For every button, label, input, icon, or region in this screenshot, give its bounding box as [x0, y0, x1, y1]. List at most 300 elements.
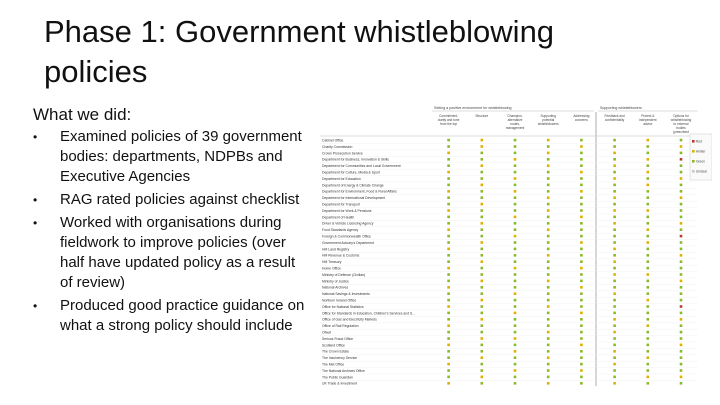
rag-cell	[647, 376, 650, 379]
row-label: Office for Standards in Education, Children's Services and S…	[322, 311, 416, 316]
rag-cell	[547, 177, 550, 180]
rag-cell	[547, 260, 550, 263]
rag-cell	[613, 286, 616, 289]
rag-cell	[580, 280, 583, 283]
rag-cell	[680, 292, 683, 295]
rag-cell	[547, 363, 550, 366]
rag-cell	[447, 235, 450, 238]
rag-cell	[514, 286, 517, 289]
rag-cell	[514, 260, 517, 263]
rag-cell	[580, 190, 583, 193]
rag-cell	[680, 171, 683, 174]
row-label: The Crown Estate	[322, 349, 350, 354]
rag-cell	[647, 196, 650, 199]
rag-cell	[481, 171, 484, 174]
rag-cell	[447, 228, 450, 231]
rag-cell	[447, 382, 450, 385]
bullet-icon: •	[33, 299, 38, 313]
rag-cell	[647, 305, 650, 308]
rag-cell	[481, 184, 484, 187]
column-header: confidentiality	[604, 118, 625, 122]
rag-cell	[647, 382, 650, 385]
row-label: Government Actuary's Department	[322, 240, 374, 245]
row-label: Office of Rail Regulation	[322, 324, 359, 329]
rag-cell	[481, 190, 484, 193]
rag-cell	[447, 356, 450, 359]
rag-cell	[680, 331, 683, 334]
rag-cell	[580, 241, 583, 244]
rag-cell	[613, 260, 616, 263]
rag-cell	[447, 337, 450, 340]
bullet-text: Examined policies of 39 government bodies: departments, NDPBs and Executive Agencies	[60, 128, 302, 185]
rag-cell	[580, 376, 583, 379]
rag-cell	[647, 222, 650, 225]
rag-cell	[680, 177, 683, 180]
rag-cell	[580, 158, 583, 161]
row-label: Department for Transport	[322, 202, 360, 207]
rag-cell	[680, 363, 683, 366]
row-label: Northern Ireland Office	[322, 298, 357, 303]
rag-cell	[481, 248, 484, 251]
rag-cell	[613, 222, 616, 225]
rag-cell	[580, 350, 583, 353]
row-label: National Savings & Investments	[322, 292, 370, 297]
rag-cell	[613, 203, 616, 206]
bullet-icon: •	[33, 193, 38, 207]
rag-cell	[613, 171, 616, 174]
rag-cell	[613, 228, 616, 231]
rag-cell	[447, 376, 450, 379]
rag-cell	[481, 382, 484, 385]
row-label: Department for Work & Pensions	[322, 208, 372, 213]
rag-cell	[680, 350, 683, 353]
legend-label: Red	[696, 139, 702, 144]
rag-cell	[547, 350, 550, 353]
rag-cell	[514, 248, 517, 251]
rag-cell	[680, 312, 683, 315]
rag-cell	[514, 299, 517, 302]
column-header: independent	[639, 118, 657, 122]
rag-cell	[613, 299, 616, 302]
rag-cell	[514, 164, 517, 167]
bullet-item	[33, 127, 311, 187]
rag-cell	[647, 260, 650, 263]
rag-cell	[447, 171, 450, 174]
rag-cell	[481, 356, 484, 359]
rag-cell	[447, 184, 450, 187]
rag-cell	[680, 382, 683, 385]
rag-cell	[447, 267, 450, 270]
rag-cell	[481, 337, 484, 340]
rag-cell	[547, 209, 550, 212]
rag-cell	[514, 216, 517, 219]
row-label: Office of Gas and Electricity Markets	[322, 317, 377, 322]
legend-swatch	[692, 140, 695, 143]
column-header: Supporting	[540, 114, 556, 118]
rag-cell	[647, 209, 650, 212]
rag-cell	[547, 235, 550, 238]
rag-cell	[680, 356, 683, 359]
rag-cell	[680, 369, 683, 372]
rag-cell	[613, 369, 616, 372]
rag-cell	[547, 152, 550, 155]
rag-cell	[514, 267, 517, 270]
rag-cell	[514, 145, 517, 148]
rag-cell	[680, 299, 683, 302]
rag-cell	[481, 286, 484, 289]
column-header: concerns	[574, 118, 588, 122]
rag-cell	[547, 280, 550, 283]
rag-cell	[613, 254, 616, 257]
rag-cell	[481, 299, 484, 302]
rag-cell	[514, 196, 517, 199]
rag-cell	[447, 280, 450, 283]
rag-cell	[447, 350, 450, 353]
rag-cell	[547, 184, 550, 187]
column-header: potential	[542, 118, 555, 122]
rag-cell	[514, 344, 517, 347]
rag-cell	[481, 158, 484, 161]
rag-cell	[514, 324, 517, 327]
rag-cell	[481, 331, 484, 334]
rag-cell	[613, 158, 616, 161]
rag-cell	[647, 235, 650, 238]
rag-cell	[647, 190, 650, 193]
rag-cell	[547, 286, 550, 289]
bullet-item	[33, 190, 311, 210]
rag-cell	[481, 203, 484, 206]
column-header: from the top	[440, 122, 458, 126]
rag-cell	[447, 190, 450, 193]
row-label: Ministry of Justice	[322, 279, 349, 284]
rag-cell	[580, 196, 583, 199]
rag-cell	[580, 331, 583, 334]
rag-cell	[680, 248, 683, 251]
row-label: Department of Health	[322, 215, 355, 220]
rag-cell	[613, 312, 616, 315]
row-label: Food Standards Agency	[322, 228, 359, 233]
row-label: Department for Culture, Media & Sport	[322, 170, 380, 175]
rag-cell	[580, 273, 583, 276]
rag-cell	[481, 152, 484, 155]
rag-cell	[447, 312, 450, 315]
rag-cell	[447, 209, 450, 212]
rag-cell	[447, 248, 450, 251]
rag-cell	[447, 305, 450, 308]
rag-cell	[647, 216, 650, 219]
column-header: Options for	[673, 114, 689, 118]
rag-cell	[547, 356, 550, 359]
bullet-item	[33, 296, 311, 336]
rag-cell	[547, 337, 550, 340]
rag-cell	[514, 337, 517, 340]
rag-cell	[680, 260, 683, 263]
rag-cell	[680, 216, 683, 219]
rag-cell	[580, 235, 583, 238]
row-label: HM Treasury	[322, 260, 342, 265]
rag-cell	[547, 228, 550, 231]
rag-cell	[547, 203, 550, 206]
legend-label: Unclear	[696, 169, 707, 174]
rag-cell	[613, 196, 616, 199]
rag-cell	[547, 267, 550, 270]
column-header: Commitment,	[439, 114, 459, 118]
rag-cell	[580, 337, 583, 340]
rag-cell	[580, 344, 583, 347]
rag-cell	[514, 356, 517, 359]
rag-cell	[647, 228, 650, 231]
rag-cell	[481, 305, 484, 308]
rag-cell	[481, 312, 484, 315]
column-header: bodies	[676, 126, 686, 130]
rag-cell	[647, 203, 650, 206]
rag-cell	[547, 216, 550, 219]
rag-cell	[680, 222, 683, 225]
rag-cell	[447, 318, 450, 321]
rag-cell	[481, 139, 484, 142]
rag-cell	[580, 260, 583, 263]
rag-cell	[514, 382, 517, 385]
rag-cell	[613, 363, 616, 366]
rag-cell	[580, 382, 583, 385]
rag-cell	[613, 350, 616, 353]
group-header: Supporting whistleblowers	[600, 106, 642, 110]
rag-cell	[647, 254, 650, 257]
rag-cell	[514, 305, 517, 308]
column-header: advice	[643, 122, 653, 126]
row-label: Crown Prosecution Service	[322, 151, 363, 156]
rag-cell	[580, 209, 583, 212]
rag-cell	[481, 267, 484, 270]
rag-cell	[514, 171, 517, 174]
rag-cell	[447, 241, 450, 244]
rag-cell	[547, 248, 550, 251]
rag-cell	[547, 158, 550, 161]
rag-cell	[647, 267, 650, 270]
column-header: Protect &	[641, 114, 655, 118]
rag-cell	[613, 209, 616, 212]
rag-cell	[647, 177, 650, 180]
rag-cell	[447, 331, 450, 334]
legend-swatch	[692, 150, 695, 153]
rag-cell	[647, 312, 650, 315]
rag-cell	[613, 248, 616, 251]
rag-cell	[647, 152, 650, 155]
rag-cell	[680, 209, 683, 212]
rag-cell	[613, 344, 616, 347]
rag-cell	[647, 356, 650, 359]
rag-cell	[547, 164, 550, 167]
rag-cell	[547, 254, 550, 257]
rag-cell	[613, 139, 616, 142]
rag-cell	[514, 376, 517, 379]
rag-cell	[613, 280, 616, 283]
rag-cell	[481, 241, 484, 244]
rag-cell	[547, 196, 550, 199]
rag-cell	[447, 216, 450, 219]
column-header: whistleblowers	[537, 122, 559, 126]
rag-cell	[680, 158, 683, 161]
bullet-text: Worked with organisations during fieldwork to improve policies (over half have updated policy as a result of review)	[60, 214, 296, 291]
row-label: UK Trade & Investment	[322, 381, 358, 386]
row-label: Department for International Development	[322, 196, 386, 201]
rag-cell	[680, 196, 683, 199]
rag-cell	[481, 350, 484, 353]
rag-cell	[613, 177, 616, 180]
rag-cell	[647, 273, 650, 276]
column-header: clarity and tone	[437, 118, 460, 122]
rag-cell	[547, 299, 550, 302]
row-label: The Met Office	[322, 362, 345, 367]
rag-cell	[647, 299, 650, 302]
rag-cell	[447, 164, 450, 167]
group-header: Setting a positive environment for whistleblowing	[434, 106, 512, 110]
rag-cell	[447, 158, 450, 161]
rag-cell	[481, 209, 484, 212]
rag-cell	[680, 337, 683, 340]
row-label: Foreign & Commonwealth Office	[322, 234, 371, 239]
rag-cell	[481, 376, 484, 379]
rag-cell	[514, 280, 517, 283]
rag-cell	[613, 382, 616, 385]
rag-cell	[613, 324, 616, 327]
rag-cell	[580, 171, 583, 174]
rag-cell	[481, 235, 484, 238]
row-label: Ministry of Defence (Civilian)	[322, 272, 366, 277]
rag-cell	[580, 228, 583, 231]
rag-cell	[481, 177, 484, 180]
page-title: Phase 1: Government whistleblowing policies	[44, 14, 555, 89]
rag-cell	[580, 139, 583, 142]
rag-cell	[547, 145, 550, 148]
row-label: Charity Commission	[322, 144, 353, 149]
rag-cell	[680, 267, 683, 270]
column-header: Feedback and	[604, 114, 625, 118]
bullet-list	[33, 127, 311, 339]
rag-cell	[647, 344, 650, 347]
rag-cell	[580, 222, 583, 225]
rag-cell	[647, 324, 650, 327]
rag-cell	[481, 196, 484, 199]
section-subheading: What we did:	[33, 105, 132, 124]
rag-cell	[447, 273, 450, 276]
legend-label: Green	[696, 159, 705, 164]
rag-cell	[680, 145, 683, 148]
rag-cell	[613, 376, 616, 379]
rag-cell	[613, 292, 616, 295]
rag-cell	[547, 312, 550, 315]
rag-cell	[481, 324, 484, 327]
rag-cell	[547, 292, 550, 295]
rag-rating-table	[320, 104, 712, 386]
rag-cell	[514, 235, 517, 238]
row-label: Department for Education	[322, 176, 361, 181]
rag-cell	[580, 152, 583, 155]
rag-cell	[680, 305, 683, 308]
rag-cell	[514, 369, 517, 372]
rag-cell	[647, 280, 650, 283]
rag-cell	[481, 222, 484, 225]
rag-cell	[514, 312, 517, 315]
rag-cell	[447, 152, 450, 155]
rag-cell	[613, 305, 616, 308]
rag-cell	[647, 286, 650, 289]
rag-cell	[481, 145, 484, 148]
rag-cell	[580, 299, 583, 302]
rag-cell	[680, 324, 683, 327]
rag-cell	[613, 145, 616, 148]
row-label: Department for Communities and Local Government	[322, 164, 401, 169]
rag-cell	[680, 344, 683, 347]
row-label: Serious Fraud Office	[322, 336, 354, 341]
rag-cell	[447, 260, 450, 263]
rag-cell	[580, 254, 583, 257]
rag-cell	[647, 184, 650, 187]
rag-cell	[514, 254, 517, 257]
rag-cell	[613, 152, 616, 155]
rag-cell	[647, 248, 650, 251]
rag-cell	[580, 318, 583, 321]
rag-cell	[481, 273, 484, 276]
rag-cell	[547, 369, 550, 372]
rag-cell	[514, 363, 517, 366]
rag-cell	[481, 344, 484, 347]
row-label: The Public Guardian	[322, 375, 353, 380]
rag-cell	[447, 254, 450, 257]
rag-cell	[580, 216, 583, 219]
column-header: routes,	[510, 122, 520, 126]
rag-cell	[481, 318, 484, 321]
rag-cell	[447, 286, 450, 289]
rag-cell	[514, 203, 517, 206]
rag-cell	[481, 280, 484, 283]
rag-cell	[514, 209, 517, 212]
rag-cell	[580, 164, 583, 167]
rag-cell	[580, 305, 583, 308]
rag-cell	[447, 324, 450, 327]
column-header: Champion,	[507, 114, 523, 118]
row-label: Department for Environment, Food & Rural Affairs	[322, 189, 397, 194]
rag-cell	[481, 216, 484, 219]
rag-cell	[580, 292, 583, 295]
row-label: The National Archives Office	[322, 368, 365, 373]
rag-cell	[580, 286, 583, 289]
rag-cell	[647, 292, 650, 295]
rag-cell	[680, 228, 683, 231]
rag-cell	[613, 331, 616, 334]
rag-cell	[680, 190, 683, 193]
rag-cell	[647, 241, 650, 244]
rag-cell	[580, 267, 583, 270]
rag-cell	[514, 190, 517, 193]
row-label: HM Land Registry	[322, 247, 350, 252]
rag-cell	[547, 190, 550, 193]
row-label: Department of Energy & Climate Change	[322, 183, 384, 188]
rag-cell	[514, 158, 517, 161]
rag-cell	[547, 273, 550, 276]
rag-cell	[647, 318, 650, 321]
rag-cell	[613, 190, 616, 193]
legend-swatch	[692, 170, 695, 173]
rag-cell	[680, 139, 683, 142]
rag-cell	[580, 363, 583, 366]
rag-cell	[447, 292, 450, 295]
rag-cell	[481, 292, 484, 295]
rag-cell	[481, 260, 484, 263]
rag-cell	[680, 318, 683, 321]
legend-swatch	[692, 160, 695, 163]
bullet-item	[33, 213, 311, 293]
